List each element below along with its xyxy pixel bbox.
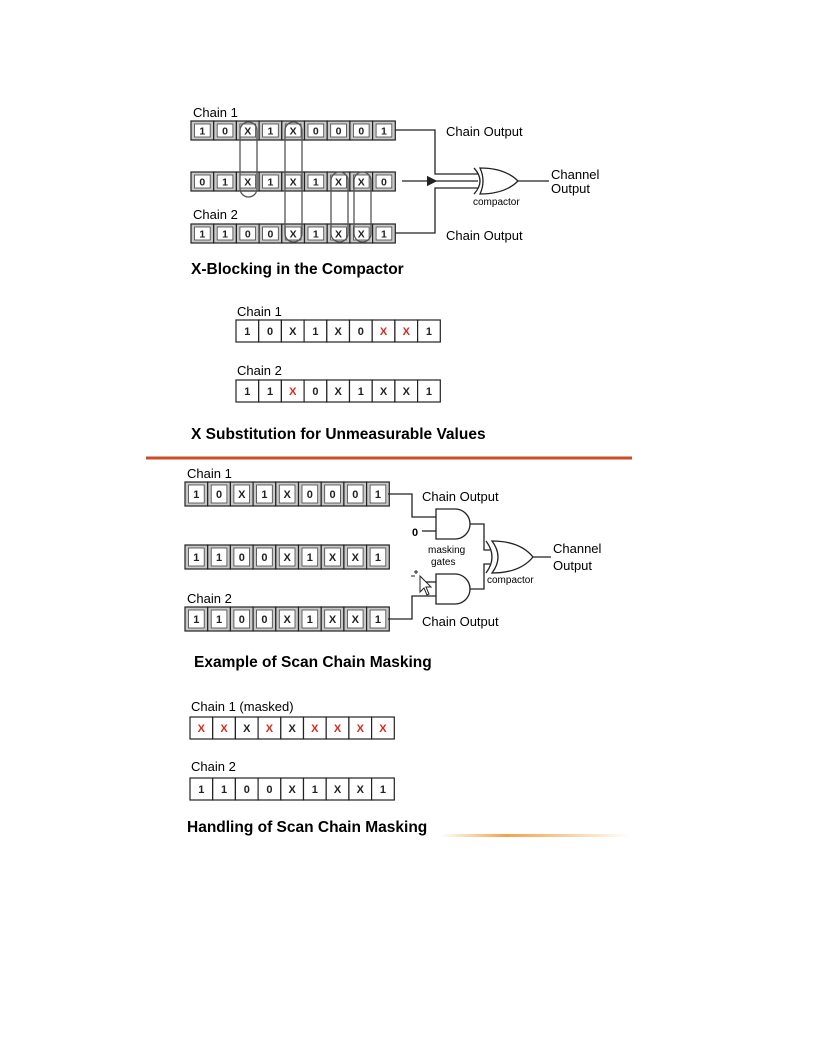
scan-cell-value: X (351, 551, 359, 564)
scan-cell-value: X (335, 228, 343, 241)
fig4-caption: Handling of Scan Chain Masking (187, 819, 428, 836)
scan-cell-value: 1 (244, 385, 251, 398)
fig1-chain2-label: Chain 2 (193, 207, 238, 222)
fig3-compactor-label: compactor (487, 575, 534, 586)
fig3-chain2-label: Chain 2 (187, 591, 232, 606)
scan-cell-value: X (379, 722, 387, 735)
fig1-caption: X-Blocking in the Compactor (191, 261, 404, 278)
scan-cell-value: X (283, 488, 291, 501)
scan-cell-value: 1 (199, 125, 206, 138)
scan-cell-value: X (356, 722, 364, 735)
scan-cell-value: 0 (358, 125, 365, 138)
scan-cell-value: 1 (198, 783, 205, 796)
scan-cell-value: 0 (381, 176, 387, 189)
fig4-handling-masking (187, 699, 630, 837)
scan-cell-value: X (333, 783, 342, 796)
scan-cell-value: X (289, 176, 297, 189)
fig2-caption: X Substitution for Unmeasurable Values (191, 426, 486, 443)
scan-cell-value: 0 (312, 385, 319, 398)
scan-cell-value: 1 (379, 783, 387, 796)
scan-cell-value: 1 (374, 488, 382, 501)
fig1-middle-row (191, 172, 395, 191)
scan-cell-value: 0 (244, 228, 251, 241)
fig3-wire (470, 524, 490, 550)
fig4-chain2-label: Chain 2 (191, 759, 236, 774)
scan-cell-value: 1 (374, 613, 382, 626)
fig3-compactor-gate (492, 541, 533, 573)
scan-cell-value: 0 (266, 783, 273, 796)
scan-cell-value: X (283, 551, 291, 564)
scan-cell-value: 0 (238, 613, 245, 626)
scan-cell-value: 0 (215, 488, 223, 501)
scan-cell-value: 1 (266, 385, 274, 398)
fig3-middle-row (185, 545, 389, 569)
scan-cell-value: X (283, 613, 291, 626)
scan-cell-value: 1 (193, 488, 200, 501)
scan-cell-value: 1 (306, 551, 313, 564)
fig2-chain2-label: Chain 2 (237, 363, 282, 378)
scan-cell-value: 0 (357, 325, 364, 338)
scan-cell-value: 1 (193, 613, 200, 626)
fig4-chain1-label: Chain 1 (masked) (191, 699, 294, 714)
scan-cell-value: X (402, 325, 410, 338)
scan-cell-value: X (289, 385, 297, 398)
scan-cell-value: 1 (311, 783, 318, 796)
fig3-output-label: Output (553, 558, 593, 573)
fig3-xor-back (486, 541, 492, 573)
fig2-x-substitution (191, 304, 486, 443)
scan-cell-value: 0 (261, 613, 268, 626)
scan-cell-value: 1 (215, 613, 223, 626)
scan-cell-value: X (351, 613, 359, 626)
scan-cell-value: 1 (267, 176, 274, 189)
scan-cell-value: X (197, 722, 206, 735)
scan-cell-value: X (265, 722, 274, 735)
scan-cell-value: 1 (267, 125, 274, 138)
fig3-chain2-row (185, 607, 389, 631)
fig1-chain2-row (191, 224, 395, 243)
scan-cell-value: 0 (222, 125, 228, 138)
scan-cell-value: 1 (261, 488, 268, 501)
scan-cell-value: 1 (312, 228, 319, 241)
scan-cell-value: X (379, 325, 388, 338)
fig3-chain1-label: Chain 1 (187, 466, 232, 481)
fig3-channel-label: Channel (553, 541, 602, 556)
scan-cell-value: 1 (381, 228, 387, 241)
fig1-output-label: Output (551, 181, 591, 196)
fig2-chain1-row (236, 320, 440, 342)
scan-cell-value: 0 (312, 125, 319, 138)
scan-cell-value: 1 (425, 325, 433, 338)
fig1-x-blocking (191, 105, 600, 278)
scan-cell-value: X (334, 325, 342, 338)
fig3-chain1-output-label: Chain Output (422, 489, 499, 504)
fig4-chain1-row (190, 717, 394, 739)
fig1-compactor-gate (480, 168, 518, 194)
fig3-caption: Example of Scan Chain Masking (194, 654, 432, 671)
scan-cell-value: 1 (374, 551, 382, 564)
fig1-wire (395, 188, 478, 233)
scan-cell-value: 0 (199, 176, 206, 189)
scan-cell-value: 0 (238, 551, 245, 564)
fig4-chain2-row (190, 778, 394, 800)
scan-cell-value: X (238, 488, 246, 501)
scan-cell-value: 1 (222, 176, 228, 189)
scan-cell-value: X (333, 722, 342, 735)
scan-cell-value: 1 (312, 176, 319, 189)
fig1-chain2-output-label: Chain Output (446, 228, 523, 243)
scan-cell-value: X (220, 722, 228, 735)
scan-cell-value: X (289, 228, 297, 241)
fig3-chain1-row (185, 482, 389, 506)
scan-cell-value: X (289, 125, 297, 138)
fig1-channel-label: Channel (551, 167, 600, 182)
scan-cell-value: X (328, 613, 337, 626)
scan-cell-value: 0 (329, 488, 336, 501)
scan-cell-value: 1 (215, 551, 223, 564)
scan-cell-value: 1 (312, 325, 319, 338)
fig3-zero-input-label: 0 (412, 527, 419, 539)
scan-cell-value: X (335, 176, 343, 189)
scan-cell-value: X (288, 722, 296, 735)
fig1-chain1-row (191, 121, 395, 140)
scan-cell-value: X (288, 783, 296, 796)
fig3-gates-label: gates (431, 557, 456, 568)
scan-cell-value: 0 (243, 783, 250, 796)
fig3-masking-gate-top (436, 509, 470, 539)
scan-cell-value: 1 (244, 325, 251, 338)
fig1-chain1-label: Chain 1 (193, 105, 238, 120)
scan-cell-value: 1 (381, 125, 387, 138)
scan-cell-value: 0 (261, 551, 268, 564)
scan-cell-value: 1 (425, 385, 433, 398)
fig3-masking-label: masking (428, 545, 466, 556)
scan-cell-value: X (244, 176, 252, 189)
scan-cell-value: X (289, 325, 297, 338)
scan-cell-value: 0 (335, 125, 342, 138)
scan-cell-value: 1 (222, 228, 228, 241)
scan-cell-value: 0 (267, 228, 274, 241)
scan-cell-value: 1 (193, 551, 200, 564)
scan-cell-value: X (357, 228, 365, 241)
fig3-masking-gate-bottom (436, 574, 470, 604)
scan-cell-value: 1 (357, 385, 364, 398)
scan-cell-value: 0 (352, 488, 359, 501)
scan-cell-value: X (356, 783, 364, 796)
fig3-scan-chain-masking (185, 466, 602, 671)
fig1-chain1-output-label: Chain Output (446, 124, 523, 139)
scan-cell-value: 1 (220, 783, 228, 796)
scan-cell-value: X (311, 722, 319, 735)
accent-underline (440, 834, 630, 837)
scan-cell-value: 0 (266, 325, 274, 338)
scan-cell-value: X (379, 385, 388, 398)
fig1-compactor-label: compactor (473, 197, 520, 208)
scan-cell-value: 1 (199, 228, 206, 241)
scan-cell-value: 1 (306, 613, 313, 626)
scan-cell-value: X (357, 176, 365, 189)
fig2-chain1-label: Chain 1 (237, 304, 282, 319)
scan-cell-value: X (334, 385, 342, 398)
scan-cell-value: X (402, 385, 410, 398)
scan-cell-value: X (328, 551, 337, 564)
scan-cell-value: X (243, 722, 251, 735)
scan-cell-value: 0 (306, 488, 313, 501)
scan-cell-value: X (244, 125, 252, 138)
fig2-chain2-row (236, 380, 440, 402)
fig3-chain2-output-label: Chain Output (422, 614, 499, 629)
